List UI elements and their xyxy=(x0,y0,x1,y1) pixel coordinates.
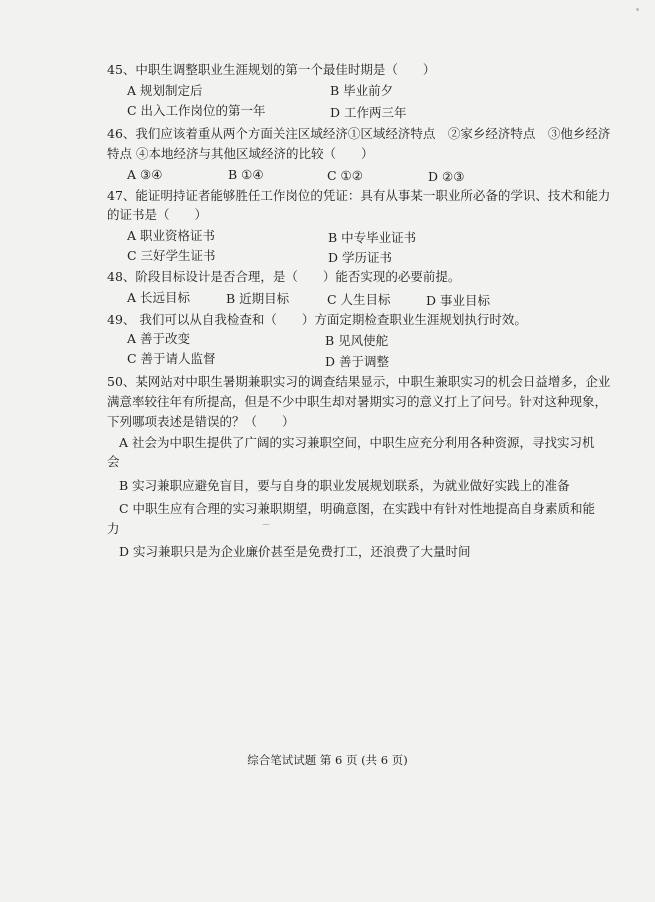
question-49-option-d: D 善于调整 xyxy=(325,354,389,369)
question-48-option-a: A 长远目标 xyxy=(127,290,191,305)
question-47-option-b: B 中专毕业证书 xyxy=(328,230,417,245)
question-50-option-b: B 实习兼职应避免盲目，要与自身的职业发展规划联系，为就业做好实践上的准备 xyxy=(119,478,570,493)
question-48-option-c: C 人生目标 xyxy=(327,292,391,307)
question-50-stem-line2: 满意率较往年有所提高，但是不少中职生却对暑期实习的意义打上了问号。针对这种现象， xyxy=(107,394,608,409)
question-47-stem-line1: 47、能证明持证者能够胜任工作岗位的凭证：具有从事某一职业所必备的学识、技术和能力 xyxy=(107,188,611,203)
question-49-option-c: C 善于请人监督 xyxy=(127,351,216,366)
question-49-option-a: A 善于改变 xyxy=(127,331,191,346)
question-50-option-c-line1: C 中职生应有合理的实习兼职期望，明确意图，在实践中有针对性地提高自身素质和能 xyxy=(119,501,596,516)
question-46-option-d: D ②③ xyxy=(428,169,465,184)
question-50-option-d: D 实习兼职只是为企业廉价甚至是免费打工，还浪费了大量时间 xyxy=(119,544,471,559)
question-50-option-a-line1: A 社会为中职生提供了广阔的实习兼职空间，中职生应充分利用各种资源，寻找实习机 xyxy=(119,435,595,450)
question-48-option-b: B 近期目标 xyxy=(226,291,290,306)
question-45-stem: 45、中职生调整职业生涯规划的第一个最佳时期是（ ） xyxy=(107,62,436,77)
question-47-option-d: D 学历证书 xyxy=(328,250,392,265)
question-46-stem-line2: 特点 ④本地经济与其他区域经济的比较（ ） xyxy=(107,146,374,161)
question-50-stem-line3: 下列哪项表述是错误的？（ ） xyxy=(107,414,295,429)
question-50-stem-line1: 50、某网站对中职生暑期兼职实习的调查结果显示，中职生兼职实习的机会日益增多，企业 xyxy=(107,374,611,389)
question-46-option-b: B ①④ xyxy=(228,167,264,182)
question-50-option-a-line2: 会 xyxy=(107,454,120,469)
question-45-option-d: D 工作两三年 xyxy=(330,105,407,120)
question-50-option-c-line2: 力 xyxy=(107,521,120,536)
question-47-option-a: A 职业资格证书 xyxy=(127,228,216,243)
question-46-option-a: A ③④ xyxy=(127,167,163,182)
page-footer: 综合笔试试题 第 6 页 (共 6 页) xyxy=(247,753,408,767)
question-47-stem-line2: 的证书是（ ） xyxy=(107,207,208,222)
scan-speck xyxy=(636,8,639,11)
question-47-option-c: C 三好学生证书 xyxy=(127,248,216,263)
question-46-option-c: C ①② xyxy=(327,168,363,183)
question-48-option-d: D 事业目标 xyxy=(426,293,490,308)
question-49-stem: 49、 我们可以从自我检查和（ ）方面定期检查职业生涯规划执行时效。 xyxy=(107,312,527,327)
question-45-option-b: B 毕业前夕 xyxy=(330,83,394,98)
question-45-option-a: A 规划制定后 xyxy=(127,83,203,98)
question-45-option-c: C 出入工作岗位的第一年 xyxy=(127,103,266,118)
question-48-stem: 48、阶段目标设计是否合理，是（ ）能否实现的必要前提。 xyxy=(107,269,461,284)
question-49-option-b: B 见风使舵 xyxy=(325,333,389,348)
question-46-stem-line1: 46、我们应该着重从两个方面关注区域经济①区域经济特点 ②家乡经济特点 ③他乡经济 xyxy=(107,126,611,141)
scan-speck xyxy=(262,524,270,525)
